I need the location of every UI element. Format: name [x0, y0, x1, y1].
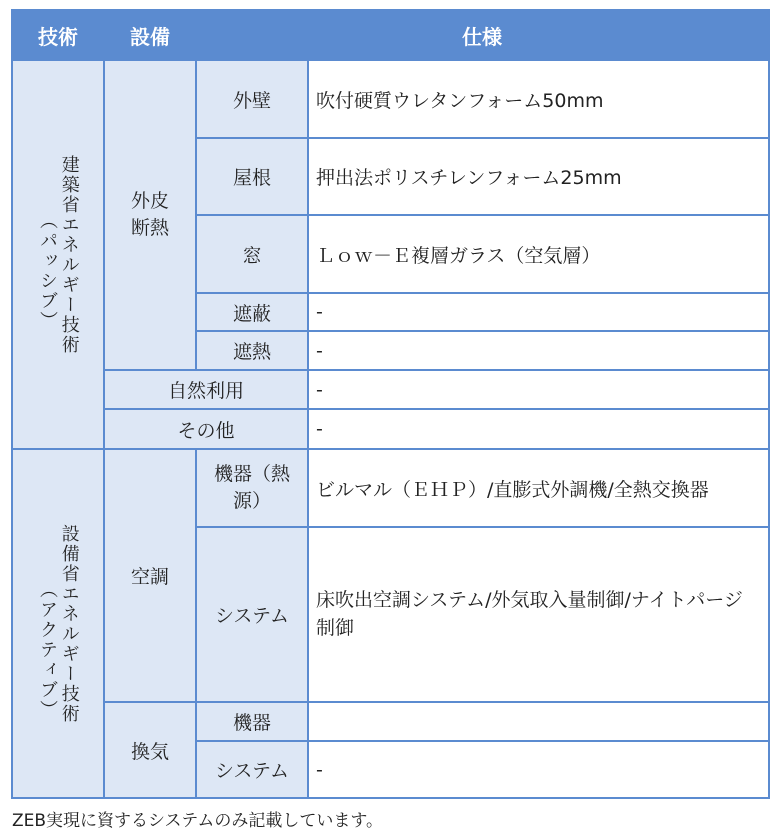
item-heat-shield: 遮熱 — [196, 331, 308, 370]
hvac-label: 空調 — [104, 449, 196, 702]
border-v-104 — [103, 9, 105, 799]
item-vent-equipment: 機器 — [196, 702, 308, 741]
passive-category-title: 建築省エネルギー技術 — [58, 154, 80, 355]
border-h-60 — [11, 59, 770, 61]
active-category-sub: （アクティブ） — [37, 579, 58, 720]
active-category-title: 設備省エネルギー技術 — [58, 523, 80, 724]
header-technology: 技術 — [12, 10, 104, 60]
spec-shading: - — [308, 293, 768, 331]
item-other: その他 — [104, 409, 308, 449]
border-v-196-bottom — [195, 449, 197, 799]
spec-vent-system: - — [308, 741, 768, 798]
spec-heat-shield: - — [308, 331, 768, 370]
border-h-215 — [196, 214, 770, 216]
border-h-409 — [104, 408, 770, 410]
spec-hvac-system: 床吹出空調システム/外気取入量制御/ナイトパージ制御 — [308, 527, 768, 702]
border-h-449 — [11, 448, 770, 450]
spec-natural-use: - — [308, 370, 768, 409]
border-h-370 — [104, 369, 770, 371]
passive-category — [12, 60, 104, 449]
item-roof: 屋根 — [196, 138, 308, 215]
border-h-138 — [196, 137, 770, 139]
spec-wall: 吹付硬質ウレタンフォーム50mm — [308, 60, 768, 138]
item-shading: 遮蔽 — [196, 293, 308, 331]
item-hvac-equipment-text: 機器（熱源） — [213, 463, 290, 512]
spec-roof: 押出法ポリスチレンフォーム25mm — [308, 138, 768, 215]
spec-other: - — [308, 409, 768, 449]
border-h-741 — [196, 740, 770, 742]
active-category — [12, 449, 104, 798]
spec-hvac-equipment: ビルマル（ＥＨＰ）/直膨式外調機/全熱交換器 — [308, 449, 768, 527]
item-window: 窓 — [196, 215, 308, 293]
border-h-293 — [196, 292, 770, 294]
passive-category-sub: （パッシブ） — [37, 210, 58, 331]
border-v-308 — [307, 60, 309, 799]
border-h-527 — [196, 526, 770, 528]
envelope-label-text: 外皮断熱 — [130, 190, 169, 239]
envelope-label — [104, 60, 196, 370]
item-natural-use: 自然利用 — [104, 370, 308, 409]
border-h-702 — [104, 701, 770, 703]
footnote: ZEB実現に資するシステムのみ記載しています。 — [12, 811, 383, 831]
vent-label: 換気 — [104, 702, 196, 798]
border-top — [11, 9, 770, 11]
border-bottom — [11, 797, 770, 799]
item-vent-system: システム — [196, 741, 308, 798]
header-spec: 仕様 — [196, 10, 768, 60]
border-v-196-top — [195, 9, 197, 370]
item-wall: 外壁 — [196, 60, 308, 138]
border-left — [11, 9, 13, 799]
item-hvac-system: システム — [196, 527, 308, 702]
spec-window: Ｌｏｗ－Ｅ複層ガラス（空気層） — [308, 215, 768, 293]
border-h-331 — [196, 330, 770, 332]
header-equipment: 設備 — [104, 10, 196, 60]
spec-vent-equipment — [308, 702, 768, 741]
item-hvac-equipment — [196, 449, 308, 527]
border-right — [768, 9, 770, 799]
